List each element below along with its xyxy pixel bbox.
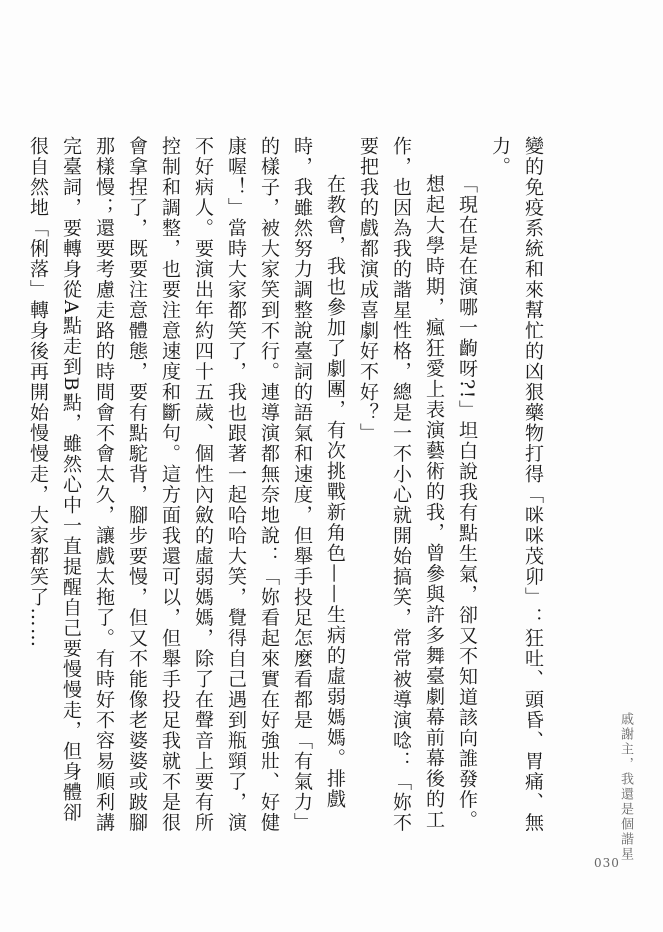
running-head: 戚謝主，我還是個諧星 <box>618 712 633 862</box>
page-number: 030 <box>594 856 620 870</box>
paragraph-1: 變的免疫系統和來幫忙的凶狠藥物打得「咪咪茂卯」：狂吐、頭昏、胃痛、無力。 <box>489 136 544 833</box>
paragraph-4: 在教會，我也參加了劇團，有次挑戰新角色——生病的虛弱媽媽。排戲時，我雖然努力調整說臺詞的語氣和速度，但舉手投足怎麼看都是「有氣力」的樣子，被大家笑到不行。連導演都無奈地說：「妳看起來實在好強壯、好健康喔！」當時大家都笑了，我也跟著一起哈哈大笑，覺得自己遇到瓶頸了，演不好病人。要演出年約四十五歲、個性內斂的虛弱媽媽，除了在聲音上要有所控制和調整，也要注意速度和斷句。這方面我還可以，但舉手投足我就不是很會拿捏了，既要注意體態，要有點駝背，腳步要慢，但又不能像老婆婆或跛腳那樣慢；還要考慮走路的時間會不會太久，讓戲太拖了。有時好不容易順利講完臺詞，要轉身從A點走到B點，雖然心中一直提醒自己要慢慢走，但身體卻很自然地「俐落」轉身後再開始慢慢走，大家都笑了…… <box>27 136 346 833</box>
paragraph-3: 想起大學時期，瘋狂愛上表演藝術的我，曾參與許多舞臺劇幕前幕後的工作，也因為我的諧星性格，總是一不小心就開始搞笑，常常被導演唸：「妳不要把我的戲都演成喜劇好不好？」 <box>357 136 445 833</box>
body-text <box>27 136 549 836</box>
paragraph-2: 「現在是在演哪一齣呀?!」坦白說我有點生氣，卻又不知道該向誰發作。 <box>456 174 478 831</box>
